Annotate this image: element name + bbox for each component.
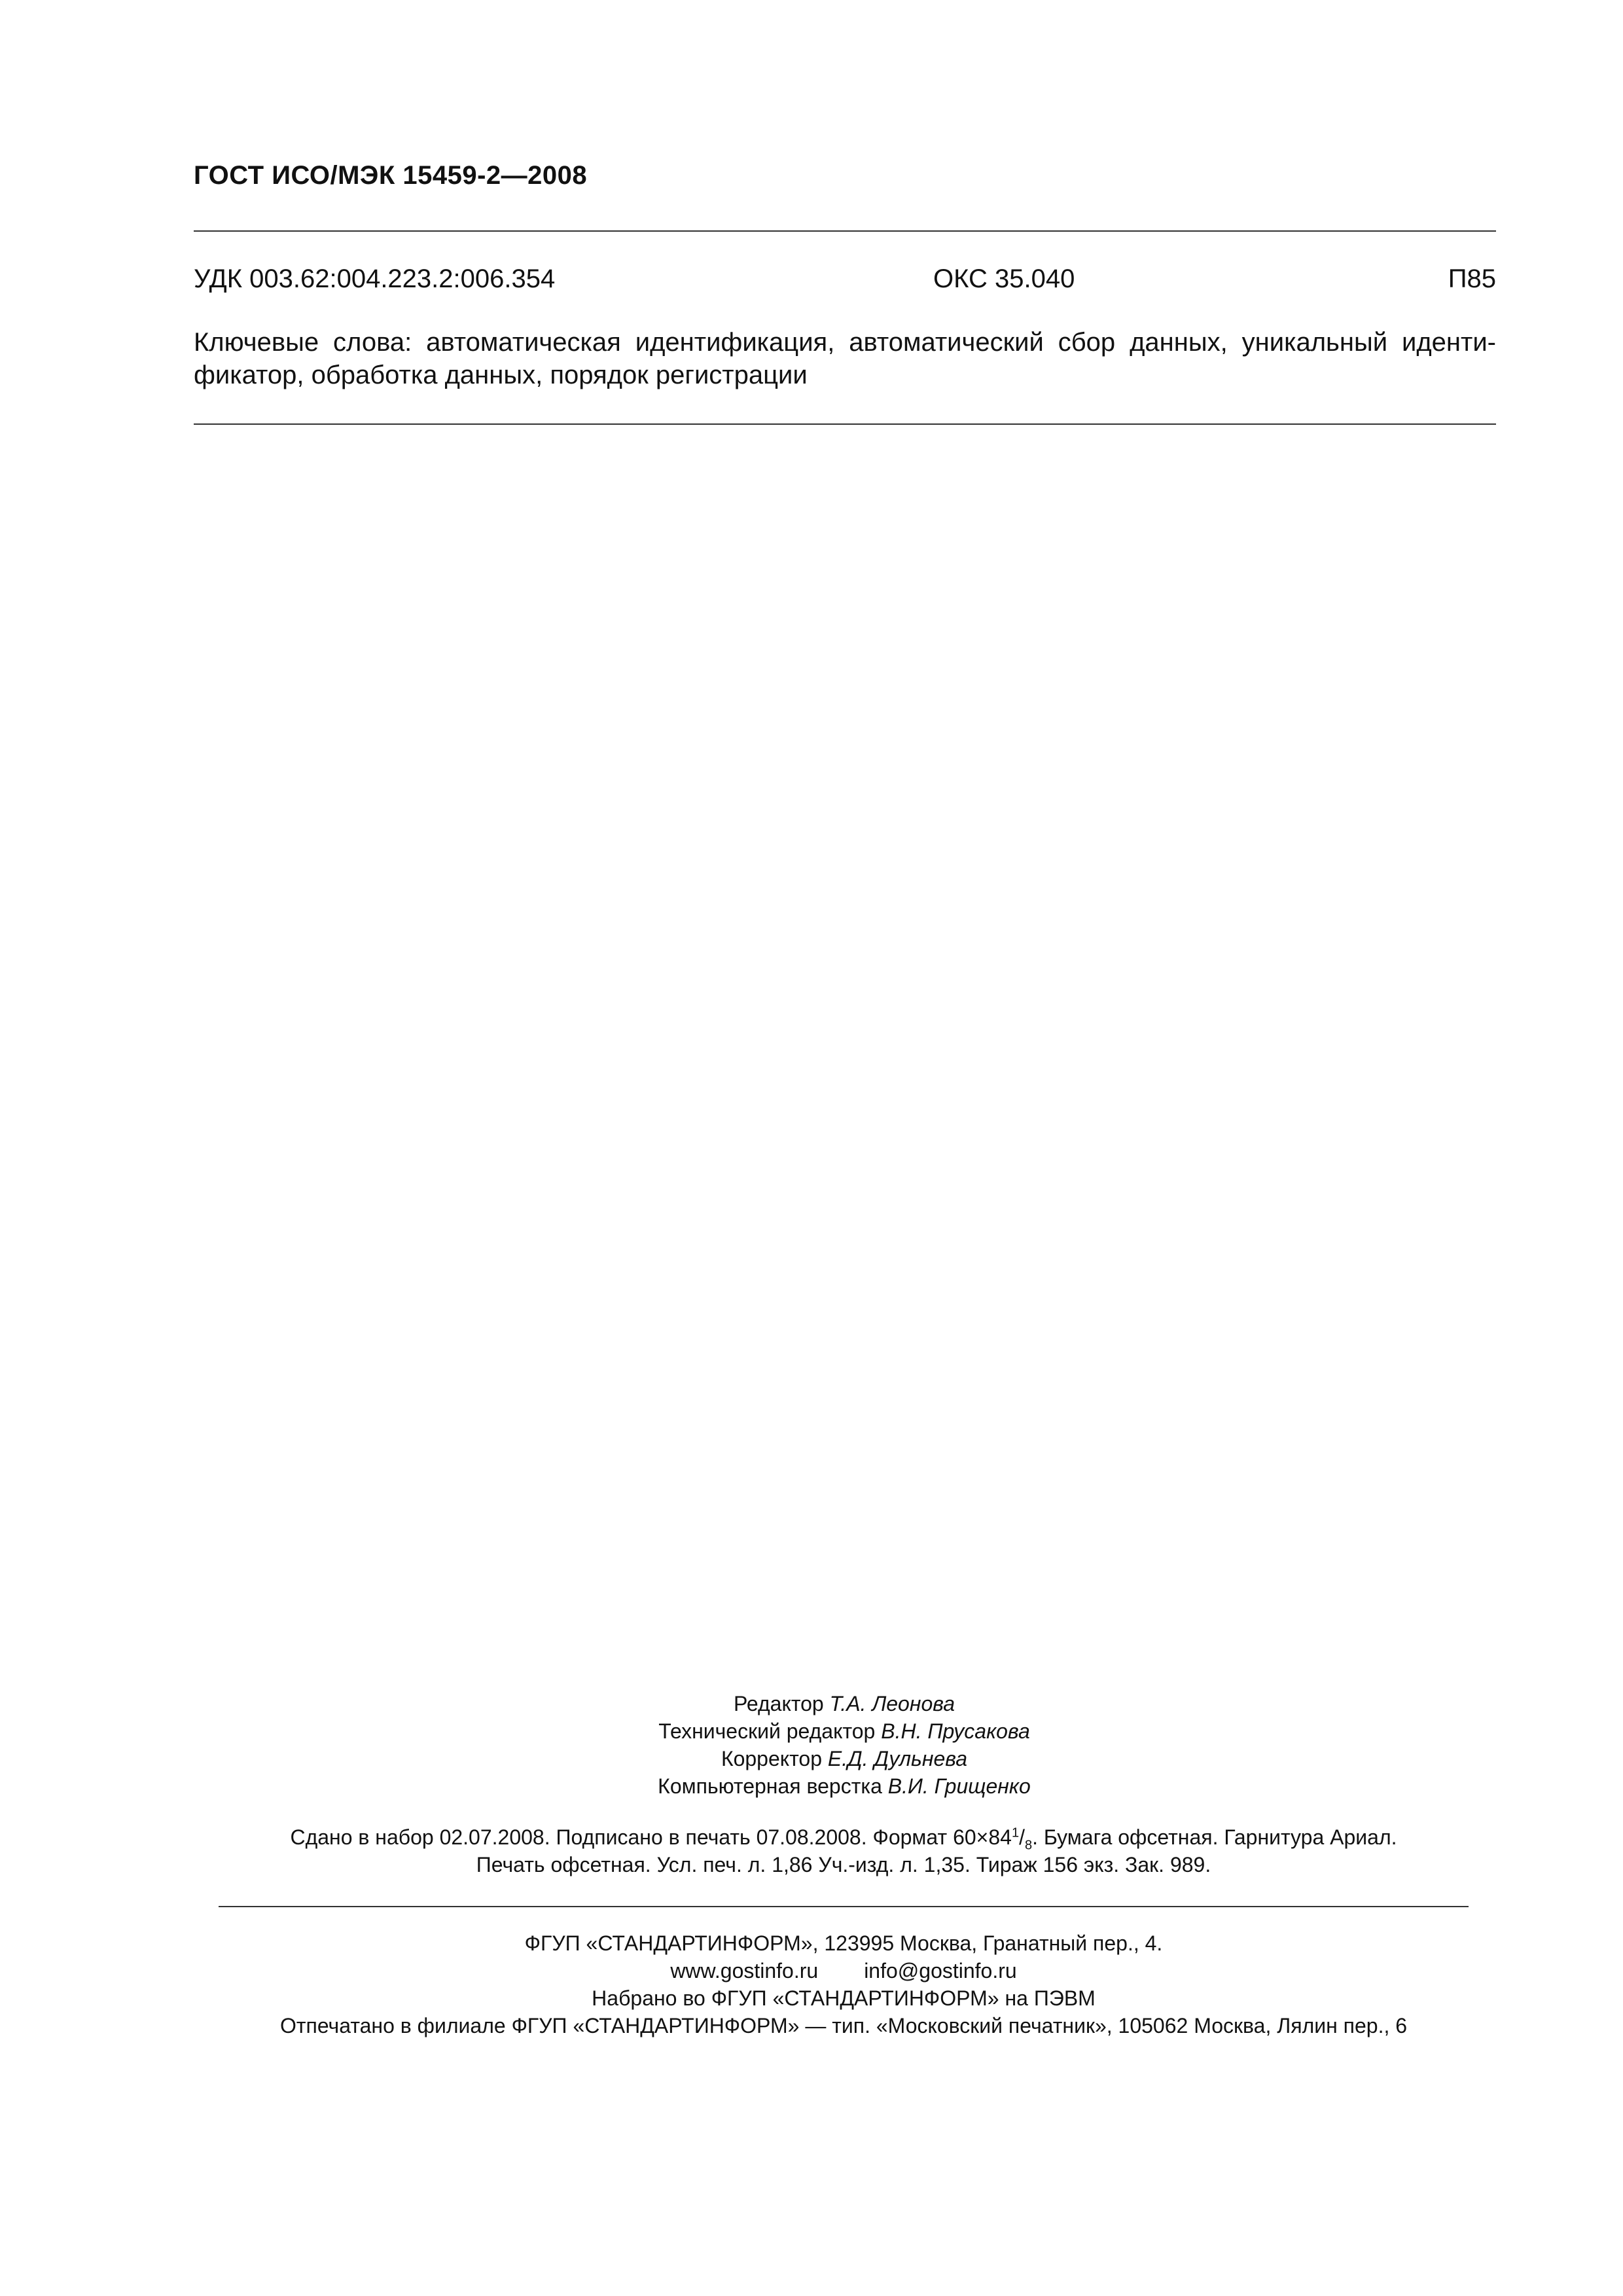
format-subscript: 8 [1024, 1838, 1033, 1853]
credit-name: Т.А. Леонова [829, 1692, 955, 1715]
format-slash: / [1019, 1825, 1025, 1849]
publisher-block [219, 1929, 1469, 2039]
standard-title: ГОСТ ИСО/МЭК 15459-2—2008 [194, 161, 588, 190]
imprint-text: Сдано в набор 02.07.2008. Подписано в печать 07.08.2008. Формат 60×84 [290, 1825, 1012, 1849]
credit-role: Технический редактор [658, 1719, 876, 1743]
divider-top [194, 230, 1496, 232]
oks-code: ОКС 35.040 [933, 264, 1075, 293]
imprint-line-2: Печать офсетная. Усл. печ. л. 1,86 Уч.-изд. л. 1,35. Тираж 156 экз. Зак. 989. [476, 1853, 1211, 1876]
credit-line-editor [615, 1690, 1073, 1717]
imprint-block [219, 1823, 1469, 1878]
udk-code: УДК 003.62:004.223.2:006.354 [194, 264, 556, 293]
divider-imprint [219, 1906, 1469, 1907]
credit-name: В.И. Грищенко [887, 1774, 1031, 1798]
classification-row [194, 264, 1496, 297]
keywords-paragraph: Ключевые слова: автоматическая идентификация, автоматический сбор данных, уникальный иденти-фикатор, обработка данных, порядок регистрации [194, 328, 1496, 389]
credit-role: Корректор [721, 1747, 823, 1770]
credits-block [615, 1690, 1073, 1800]
credit-role: Компьютерная верстка [658, 1774, 882, 1798]
imprint-line-1 [219, 1823, 1469, 1851]
publisher-contacts [219, 1957, 1469, 1984]
credit-line-corrector [615, 1745, 1073, 1772]
publisher-address: ФГУП «СТАНДАРТИНФОРМ», 123995 Москва, Гранатный пер., 4. [524, 1931, 1163, 1955]
divider-keywords [194, 423, 1496, 425]
credit-name: Е.Д. Дульнева [827, 1747, 968, 1770]
credit-line-tech-editor [615, 1717, 1073, 1745]
credit-line-layout [615, 1772, 1073, 1800]
credit-name: В.Н. Прусакова [881, 1719, 1030, 1743]
website-link[interactable]: www.gostinfo.ru [670, 1959, 819, 1982]
group-code: П85 [1448, 264, 1496, 293]
imprint-text: . Бумага офсетная. Гарнитура Ариал. [1032, 1825, 1397, 1849]
email-link[interactable]: info@gostinfo.ru [864, 1959, 1017, 1982]
publisher-typeset: Набрано во ФГУП «СТАНДАРТИНФОРМ» на ПЭВМ [592, 1986, 1096, 2010]
publisher-printed: Отпечатано в филиале ФГУП «СТАНДАРТИНФОРМ» — тип. «Московский печатник», 105062 Москва, Лялин пер., 6 [279, 2014, 1408, 2037]
credit-role: Редактор [733, 1692, 824, 1715]
format-superscript: 1 [1011, 1825, 1020, 1840]
